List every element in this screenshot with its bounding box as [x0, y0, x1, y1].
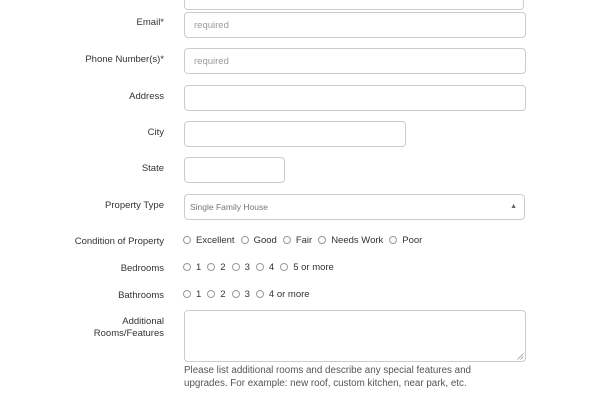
- additional-label: [60, 316, 164, 340]
- resize-handle-icon[interactable]: [517, 353, 524, 360]
- radio-icon[interactable]: [183, 236, 191, 244]
- property-type-select[interactable]: [184, 194, 525, 220]
- condition-option-fair[interactable]: Fair: [283, 235, 312, 246]
- bathrooms-label: Bathrooms: [118, 290, 164, 301]
- condition-label: Condition of Property: [74, 236, 164, 247]
- bedrooms-option-4[interactable]: 4: [256, 262, 274, 273]
- address-input[interactable]: [184, 85, 526, 111]
- bedrooms-option-2[interactable]: 2: [207, 262, 225, 273]
- condition-option-needs-work[interactable]: Needs Work: [318, 235, 383, 246]
- select-arrows-icon: ▲: [510, 203, 517, 210]
- property-type-label: Property Type: [105, 200, 164, 211]
- radio-icon[interactable]: [207, 290, 215, 298]
- state-input[interactable]: [184, 157, 285, 183]
- condition-option-poor[interactable]: Poor: [389, 235, 422, 246]
- bathrooms-options: [183, 287, 316, 301]
- property-type-value: Single Family House: [190, 202, 268, 212]
- email-label: Email*: [136, 17, 164, 28]
- email-input[interactable]: [184, 12, 526, 38]
- condition-options: [183, 233, 428, 247]
- additional-label-line1: Additional: [122, 316, 164, 327]
- additional-textarea[interactable]: [184, 310, 526, 362]
- bedrooms-option-1[interactable]: 1: [183, 262, 201, 273]
- condition-option-good[interactable]: Good: [241, 235, 277, 246]
- radio-icon[interactable]: [207, 263, 215, 271]
- city-label: City: [147, 127, 164, 138]
- radio-icon[interactable]: [318, 236, 326, 244]
- radio-icon[interactable]: [241, 236, 249, 244]
- bedrooms-label: Bedrooms: [120, 263, 164, 274]
- radio-icon[interactable]: [389, 236, 397, 244]
- radio-icon[interactable]: [183, 290, 191, 298]
- radio-icon[interactable]: [280, 263, 288, 271]
- address-label: Address: [129, 91, 164, 102]
- bedrooms-option-5-or-more[interactable]: 5 or more: [280, 262, 334, 273]
- bedrooms-option-3[interactable]: 3: [232, 262, 250, 273]
- phone-label: Phone Number(s)*: [85, 54, 164, 65]
- bathrooms-option-2[interactable]: 2: [207, 289, 225, 300]
- condition-option-excellent[interactable]: Excellent: [183, 235, 235, 246]
- bedrooms-options: [183, 260, 340, 274]
- previous-field[interactable]: [184, 0, 524, 10]
- radio-icon[interactable]: [232, 263, 240, 271]
- radio-icon[interactable]: [232, 290, 240, 298]
- state-label: State: [141, 163, 164, 174]
- bathrooms-option-3[interactable]: 3: [232, 289, 250, 300]
- radio-icon[interactable]: [183, 263, 191, 271]
- city-input[interactable]: [184, 121, 406, 147]
- additional-label-line2: Rooms/Features: [93, 328, 164, 339]
- phone-input[interactable]: [184, 48, 526, 74]
- additional-help-text: Please list additional rooms and describe any special features and upgrades. For example: new roof, custom kitchen, near park, etc.: [184, 365, 471, 389]
- radio-icon[interactable]: [256, 290, 264, 298]
- radio-icon[interactable]: [283, 236, 291, 244]
- radio-icon[interactable]: [256, 263, 264, 271]
- bathrooms-option-4-or-more[interactable]: 4 or more: [256, 289, 310, 300]
- bathrooms-option-1[interactable]: 1: [183, 289, 201, 300]
